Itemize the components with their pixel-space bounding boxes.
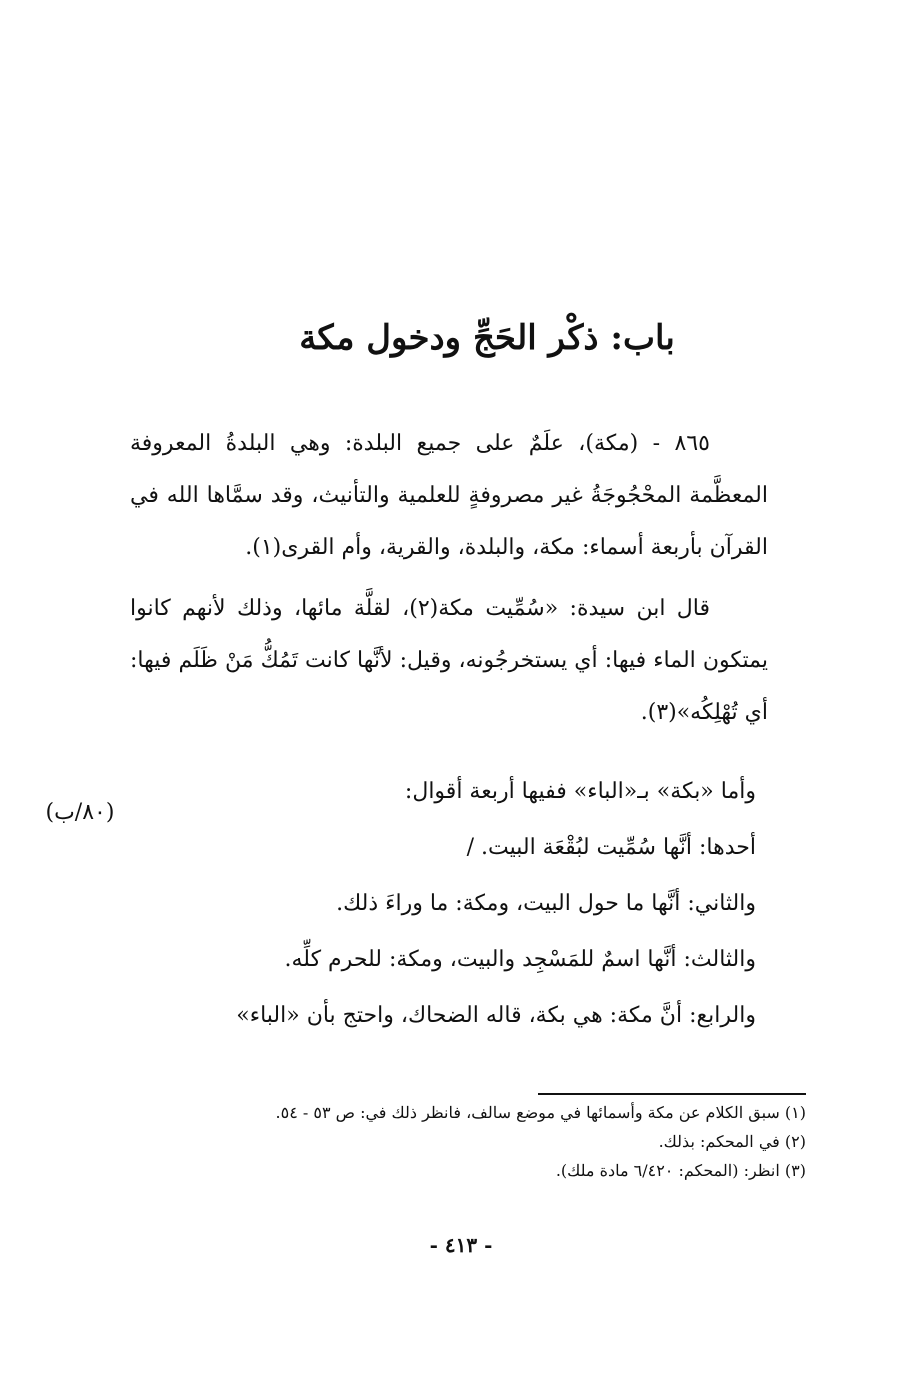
opinions-intro: وأما «بكة» بـ«الباء» ففيها أربعة أقوال: <box>404 779 756 804</box>
footnote-2: (٢) في المحكم: بذلك. <box>658 1132 806 1151</box>
footnote-1: (١) سبق الكلام عن مكة وأسمائها في موضع سالف، فانظر ذلك في: ص ٥٣ - ٥٤. <box>275 1103 806 1122</box>
paragraph-ibn-sida-text: قال ابن سيدة: «سُمِّيت مكة(٢)، لقلَّة مائها، وذلك لأنهم كانوا يمتكون الماء فيها: أي يستخرجُونه، وقيل: لأنَّها كانت تَمُكُّ مَنْ ظَلَم فيها: أي تُهْلِكُه»(٣). <box>130 596 768 725</box>
opinion-item-3: والثالث: أنَّها اسمٌ للمَسْجِد والبيت، ومكة: للحرم كلِّه. <box>284 947 756 972</box>
paragraph-865-text: ٨٦٥ - (مكة)، علَمٌ على جميع البلدة: وهي البلدةُ المعروفة المعظَّمة المحْجُوجَةُ غير مصروفةٍ للعلمية والتأنيث، وقد سمَّاها الله في القرآن بأربعة أسماء: مكة، والبلدة، والقرية، وأم القرى(١). <box>130 431 768 560</box>
opinion-item-2: والثاني: أنَّها ما حول البيت، ومكة: ما وراءَ ذلك. <box>336 891 756 916</box>
footnote-3: (٣) انظر: (المحكم: ٦/٤٢٠ مادة ملك). <box>555 1161 806 1180</box>
footnote-separator <box>538 1093 806 1095</box>
opinion-item-1: أحدها: أنَّها سُمِّيت لبُقْعَة البيت. / <box>466 835 756 860</box>
paragraph-ibn-sida <box>130 583 768 739</box>
opinions-list <box>130 764 768 1044</box>
opinion-item-4: والرابع: أنَّ مكة: هي بكة، قاله الضحاك، واحتج بأن «الباء» <box>236 1003 756 1028</box>
paragraph-865 <box>130 418 768 574</box>
footnotes <box>170 1098 806 1185</box>
chapter-title: باب: ذكْر الحَجِّ ودخول مكة <box>299 318 675 358</box>
manuscript-folio-note: (٨٠/ب) <box>45 800 115 825</box>
page-number: - ٤١٣ - <box>429 1233 493 1257</box>
